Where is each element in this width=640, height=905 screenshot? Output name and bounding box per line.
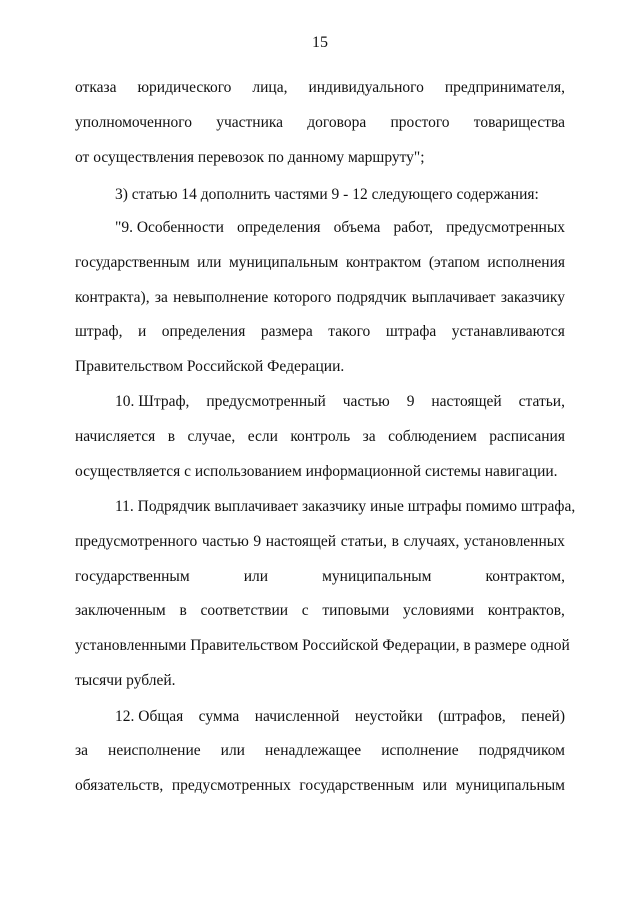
text-word: предусмотренных (171, 777, 291, 794)
text-word: определения (161, 323, 246, 340)
text-word: типовыми (322, 602, 390, 619)
text-word: муниципальным (455, 777, 565, 794)
text-word: размера (260, 323, 313, 340)
text-line (75, 532, 565, 552)
text-line (75, 741, 565, 761)
text-line (75, 427, 565, 447)
text-word: государственным (75, 568, 190, 585)
text-word: в (391, 533, 399, 550)
text-line: 11. Подрядчик выплачивает заказчику иные штрафы помимо штрафа, (115, 498, 576, 515)
text-word: юридического (137, 79, 232, 96)
text-line (75, 253, 565, 273)
text-word: и (137, 323, 147, 340)
text-word: (этапом (428, 254, 480, 271)
text-word: контрактом (345, 254, 422, 271)
text-word: неисполнение (108, 742, 201, 759)
text-word: уполномоченного (75, 114, 192, 131)
text-word: устанавливаются (451, 323, 565, 340)
text-line (75, 322, 565, 342)
text-word: выплачивает (411, 289, 496, 306)
text-line: установленными Правительством Российской Федерации, в размере одной (75, 637, 570, 654)
text-word: предусмотренных (446, 219, 565, 236)
text-word: условиями (403, 602, 474, 619)
text-word: "9. Особенности (115, 219, 224, 236)
text-word: товарищества (473, 114, 565, 131)
text-word: или (422, 777, 447, 794)
text-word: или (197, 254, 222, 271)
text-word: государственным (75, 254, 190, 271)
text-word: 10. Штраф, (115, 393, 190, 410)
text-word: частью (342, 393, 390, 410)
text-word: лица, (252, 79, 288, 96)
text-word: частью (201, 533, 249, 550)
text-word: исполнения (487, 254, 565, 271)
text-word: соответствии (200, 602, 289, 619)
text-line (75, 776, 565, 796)
text-word: в (179, 602, 187, 619)
text-word: объема (333, 219, 381, 236)
text-word: предусмотренный (206, 393, 326, 410)
text-line: тысячи рублей. (75, 672, 176, 689)
text-word: государственным (299, 777, 415, 794)
page-number: 15 (312, 34, 328, 51)
text-word: обязательств, (75, 777, 164, 794)
text-line: 3) статью 14 дополнить частями 9 - 12 следующего содержания: (115, 186, 539, 203)
text-word: неустойки (354, 708, 423, 725)
text-word: заказчику (500, 289, 565, 306)
text-word: заключенным (75, 602, 166, 619)
text-line: осуществляется с использованием информационной системы навигации. (75, 463, 558, 480)
text-word: за (75, 742, 89, 759)
text-word: участника (216, 114, 284, 131)
text-word: установленных (463, 533, 565, 550)
text-word: соблюдением (388, 428, 477, 445)
text-line (75, 567, 565, 587)
text-word: за (154, 289, 168, 306)
text-word: муниципальным (228, 254, 339, 271)
text-line: Правительством Российской Федерации. (75, 358, 345, 375)
text-word: пеней) (521, 708, 565, 725)
text-word: в (167, 428, 176, 445)
text-word: контракта), (75, 289, 150, 306)
text-word: подрядчик (336, 289, 407, 306)
text-word: предпринимателя, (444, 79, 565, 96)
text-word: 9 (406, 393, 415, 410)
text-word: контрактов, (487, 602, 565, 619)
text-word: если (247, 428, 278, 445)
text-line: от осуществления перевозок по данному маршруту"; (75, 149, 425, 166)
text-word: сумма (198, 708, 240, 725)
text-word: или (220, 742, 245, 759)
text-word: подрядчиком (478, 742, 565, 759)
text-word: работ, (393, 219, 433, 236)
text-line (75, 113, 565, 133)
text-line (75, 601, 565, 621)
text-word: контроль (290, 428, 351, 445)
text-word: контрактом, (485, 568, 565, 585)
text-line (75, 288, 565, 308)
text-word: за (362, 428, 376, 445)
text-word: штраф, (75, 323, 123, 340)
text-word: случаях, (403, 533, 460, 550)
text-word: с (301, 602, 309, 619)
text-word: начисляется (75, 428, 156, 445)
text-word: простого (390, 114, 450, 131)
text-word: настоящей (431, 393, 502, 410)
text-word: муниципальным (322, 568, 432, 585)
text-word: ненадлежащее (265, 742, 362, 759)
text-word: (штрафов, (438, 708, 506, 725)
text-word: случае, (187, 428, 236, 445)
text-word: настоящей (265, 533, 337, 550)
text-line (115, 218, 565, 238)
text-word: договора (307, 114, 367, 131)
text-word: индивидуального (308, 79, 424, 96)
text-word: штрафа (385, 323, 437, 340)
text-line (75, 78, 565, 98)
text-word: статьи, (518, 393, 565, 410)
text-word: которого (273, 289, 332, 306)
text-word: отказа (75, 79, 117, 96)
text-word: 9 (253, 533, 262, 550)
text-word: статьи, (340, 533, 388, 550)
text-word: невыполнение (173, 289, 269, 306)
text-line (115, 707, 565, 727)
text-word: определения (236, 219, 321, 236)
text-line (115, 392, 565, 412)
text-word: или (243, 568, 269, 585)
text-word: начисленной (254, 708, 340, 725)
text-word: исполнение (381, 742, 459, 759)
text-word: предусмотренного (75, 533, 198, 550)
text-word: такого (328, 323, 371, 340)
text-word: 12. Общая (115, 708, 184, 725)
text-word: расписания (489, 428, 565, 445)
